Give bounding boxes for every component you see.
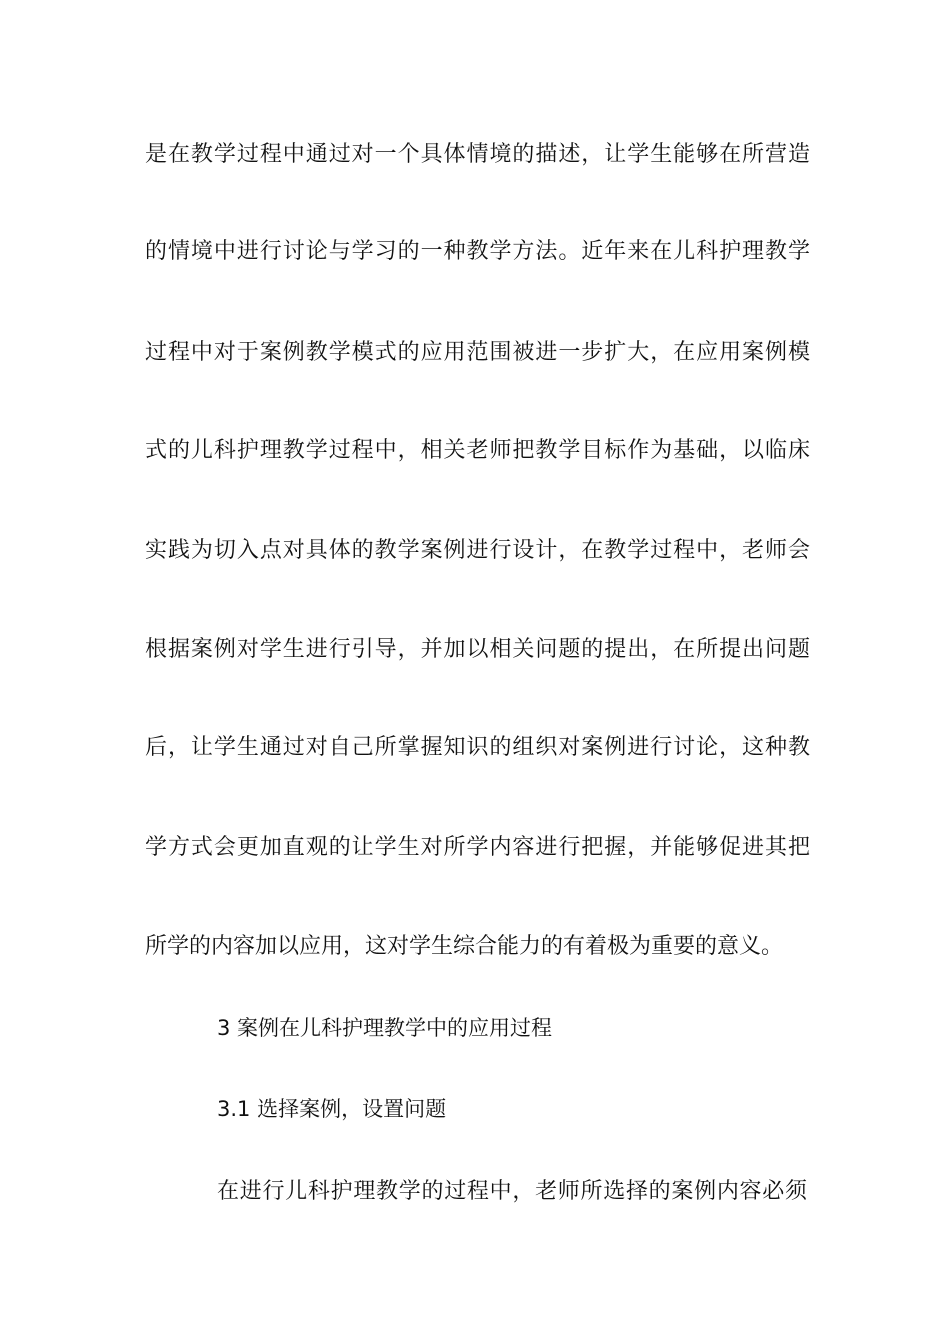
subsection-heading: 3.1 选择案例，设置问题 — [217, 1097, 447, 1121]
paragraph-line: 是在教学过程中通过对一个具体情境的描述，让学生能够在所营造 — [145, 142, 810, 167]
paragraph-line: 的情境中进行讨论与学习的一种教学方法。近年来在儿科护理教学 — [145, 239, 810, 264]
paragraph-line: 式的儿科护理教学过程中，相关老师把教学目标作为基础，以临床 — [145, 438, 810, 463]
paragraph-line: 学方式会更加直观的让学生对所学内容进行把握，并能够促进其把 — [145, 835, 810, 860]
paragraph-line: 后，让学生通过对自己所掌握知识的组织对案例进行讨论，这种教 — [145, 735, 810, 760]
section-heading: 3 案例在儿科护理教学中的应用过程 — [217, 1016, 553, 1040]
paragraph-line: 实践为切入点对具体的教学案例进行设计，在教学过程中，老师会 — [145, 538, 810, 563]
paragraph-line: 所学的内容加以应用，这对学生综合能力的有着极为重要的意义。 — [145, 934, 784, 959]
paragraph-line: 过程中对于案例教学模式的应用范围被进一步扩大，在应用案例模 — [145, 340, 810, 365]
paragraph-line: 在进行儿科护理教学的过程中，老师所选择的案例内容必须 — [217, 1179, 807, 1204]
paragraph-line: 根据案例对学生进行引导，并加以相关问题的提出，在所提出问题 — [145, 637, 810, 662]
